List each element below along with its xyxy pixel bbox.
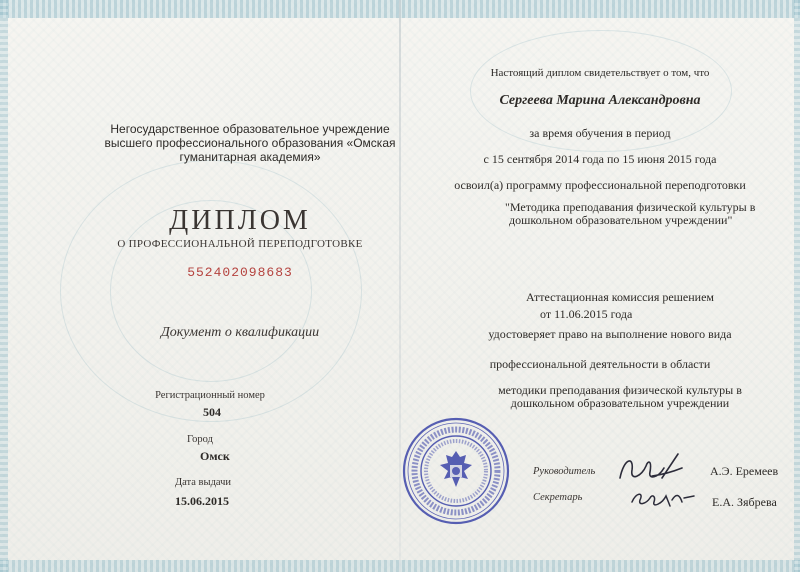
issue-date-value: 15.06.2015 bbox=[175, 494, 229, 508]
city-label: Город bbox=[187, 434, 213, 445]
registration-label: Регистрационный номер bbox=[155, 390, 265, 401]
period-label: за время обучения в период bbox=[529, 126, 671, 140]
head-name: А.Э. Еремеев bbox=[710, 464, 779, 478]
issue-date-label: Дата выдачи bbox=[175, 477, 232, 488]
diploma-title: ДИПЛОМ bbox=[169, 205, 311, 236]
commission-line: Аттестационная комиссия решением bbox=[525, 290, 714, 304]
program-label: освоил(а) программу профессиональной переподготовки bbox=[454, 178, 746, 192]
document-kind: Документ о квалификации bbox=[160, 325, 320, 340]
diploma-number: 552402098683 bbox=[187, 265, 293, 280]
official-seal-stamp bbox=[400, 415, 512, 527]
head-label: Руководитель bbox=[533, 466, 596, 477]
diploma-subtitle: О ПРОФЕССИОНАЛЬНОЙ ПЕРЕПОДГОТОВКЕ bbox=[117, 238, 363, 250]
secretary-label: Секретарь bbox=[533, 492, 583, 503]
field-line-1: методики преподавания физической культуры в bbox=[498, 383, 742, 397]
commission-date: от 11.06.2015 года bbox=[540, 307, 633, 321]
recipient-name: Сергеева Марина Александровна bbox=[499, 93, 701, 108]
program-name-line-2: дошкольном образовательном учреждении" bbox=[509, 213, 733, 227]
institution-name: Негосударственное образовательное учреждение высшего профессионального образования «Омская гуманитарная академия» bbox=[104, 122, 396, 164]
right-grant-line-2: профессиональной деятельности в области bbox=[489, 357, 711, 371]
program-name-line-1: "Методика преподавания физической культуры в bbox=[505, 200, 756, 214]
field-line-2: дошкольном образовательном учреждении bbox=[510, 396, 730, 410]
intro-text: Настоящий диплом свидетельствует о том, что bbox=[490, 67, 710, 79]
city-value: Омск bbox=[200, 449, 230, 463]
secretary-signature bbox=[628, 482, 698, 512]
secretary-name: Е.А. Зябрева bbox=[712, 495, 777, 509]
period-value: с 15 сентября 2014 года по 15 июня 2015 года bbox=[483, 152, 717, 166]
left-border-pattern bbox=[0, 0, 8, 572]
right-grant-line-1: удостоверяет право на выполнение нового вида bbox=[488, 327, 732, 341]
registration-value: 504 bbox=[203, 405, 221, 419]
right-border-pattern bbox=[794, 0, 800, 572]
